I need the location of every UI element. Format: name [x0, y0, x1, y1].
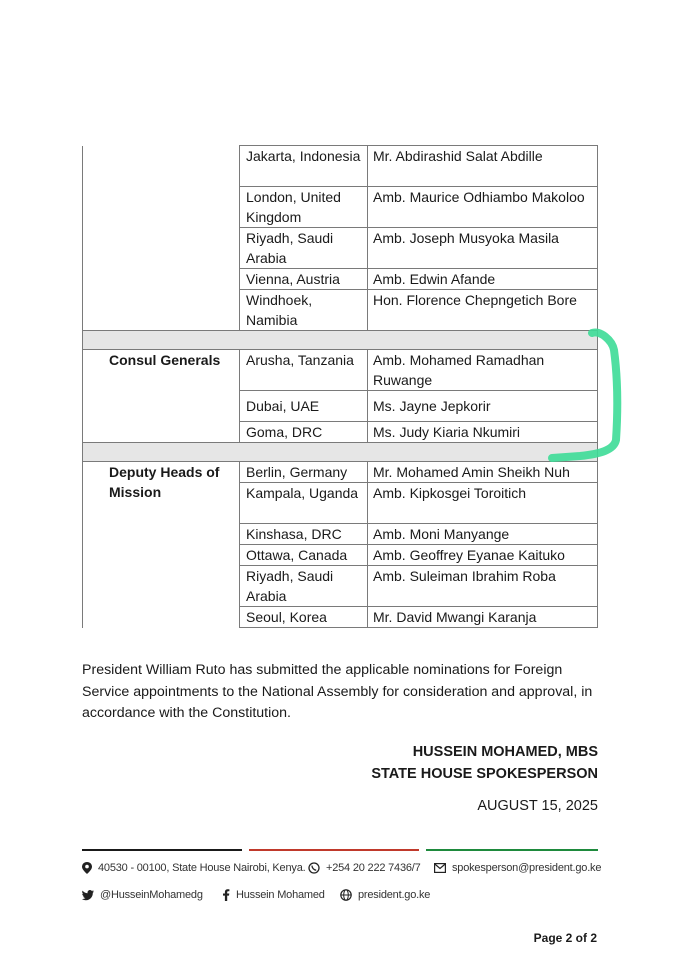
nominee-cell: Amb. Kipkosgei Toroitich	[368, 483, 598, 524]
nominee-cell: Amb. Moni Manyange	[368, 524, 598, 545]
footer-website[interactable]	[340, 889, 430, 901]
footer-facebook[interactable]	[222, 889, 325, 901]
city-cell: Dubai, UAE	[240, 391, 368, 422]
nominee-cell: Amb. Edwin Afande	[368, 269, 598, 290]
nominee-cell: Mr. David Mwangi Karanja	[368, 607, 598, 628]
website-text[interactable]: president.go.ke	[358, 889, 431, 901]
signatory-name: HUSSEIN MOHAMED, MBS	[412, 744, 598, 760]
city-cell: London, United Kingdom	[240, 187, 368, 228]
nominee-cell: Amb. Geoffrey Eyanae Kaituko	[368, 545, 598, 566]
city-cell: Riyadh, Saudi Arabia	[240, 566, 368, 607]
nominee-cell: Ms. Judy Kiaria Nkumiri	[368, 422, 598, 443]
category-cell	[83, 146, 240, 331]
city-cell: Vienna, Austria	[240, 269, 368, 290]
nominations-table	[82, 145, 598, 628]
twitter-icon	[82, 890, 94, 901]
footer-phone	[308, 862, 421, 874]
facebook-icon	[222, 889, 230, 901]
footer-email[interactable]	[434, 862, 601, 874]
table-separator-row	[83, 331, 598, 350]
twitter-handle[interactable]: @HusseinMohamedg	[100, 889, 203, 901]
category-cell-consul-generals: Consul Generals	[83, 350, 240, 443]
address-text: 40530 - 00100, State House Nairobi, Kenya.	[98, 862, 306, 874]
nominee-cell: Amb. Maurice Odhiambo Makoloo	[368, 187, 598, 228]
closing-paragraph: President William Ruto has submitted the applicable nominations for Foreign Service appointments to the National Assembly for consideration and approval, in accordance with the Constitution.	[82, 662, 593, 721]
facebook-name[interactable]: Hussein Mohamed	[236, 889, 325, 901]
city-cell: Ottawa, Canada	[240, 545, 368, 566]
whatsapp-icon	[308, 862, 320, 874]
city-cell: Riyadh, Saudi Arabia	[240, 228, 368, 269]
page-number: Page 2 of 2	[533, 931, 597, 945]
city-cell: Goma, DRC	[240, 422, 368, 443]
footer-rule-red	[249, 849, 419, 851]
signatory-title: STATE HOUSE SPOKESPERSON	[371, 766, 598, 782]
location-pin-icon	[82, 862, 92, 874]
nominee-cell: Hon. Florence Chepngetich Bore	[368, 290, 598, 331]
phone-text: +254 20 222 7436/7	[326, 862, 421, 874]
table-row	[83, 146, 598, 187]
nominee-cell: Amb. Joseph Musyoka Masila	[368, 228, 598, 269]
nominee-cell: Ms. Jayne Jepkorir	[368, 391, 598, 422]
email-icon	[434, 863, 446, 873]
globe-icon	[340, 889, 352, 901]
city-cell: Berlin, Germany	[240, 462, 368, 483]
footer-rule-black	[82, 849, 242, 851]
footer-rule-green	[426, 849, 598, 851]
nominee-cell: Mr. Abdirashid Salat Abdille	[368, 146, 598, 187]
city-cell: Windhoek, Namibia	[240, 290, 368, 331]
table-row	[83, 350, 598, 391]
city-cell: Seoul, Korea	[240, 607, 368, 628]
nominee-cell: Mr. Mohamed Amin Sheikh Nuh	[368, 462, 598, 483]
nominee-cell: Amb. Suleiman Ibrahim Roba	[368, 566, 598, 607]
category-cell-deputy-heads: Deputy Heads of Mission	[83, 462, 240, 628]
email-text[interactable]: spokesperson@president.go.ke	[452, 862, 602, 874]
table-row	[83, 462, 598, 483]
city-cell: Jakarta, Indonesia	[240, 146, 368, 187]
city-cell: Kampala, Uganda	[240, 483, 368, 524]
city-cell: Arusha, Tanzania	[240, 350, 368, 391]
city-cell: Kinshasa, DRC	[240, 524, 368, 545]
nominee-cell: Amb. Mohamed Ramadhan Ruwange	[368, 350, 598, 391]
footer-address	[82, 862, 305, 874]
document-date: AUGUST 15, 2025	[477, 798, 598, 814]
table-separator-row	[83, 443, 598, 462]
footer-twitter[interactable]	[82, 889, 203, 901]
